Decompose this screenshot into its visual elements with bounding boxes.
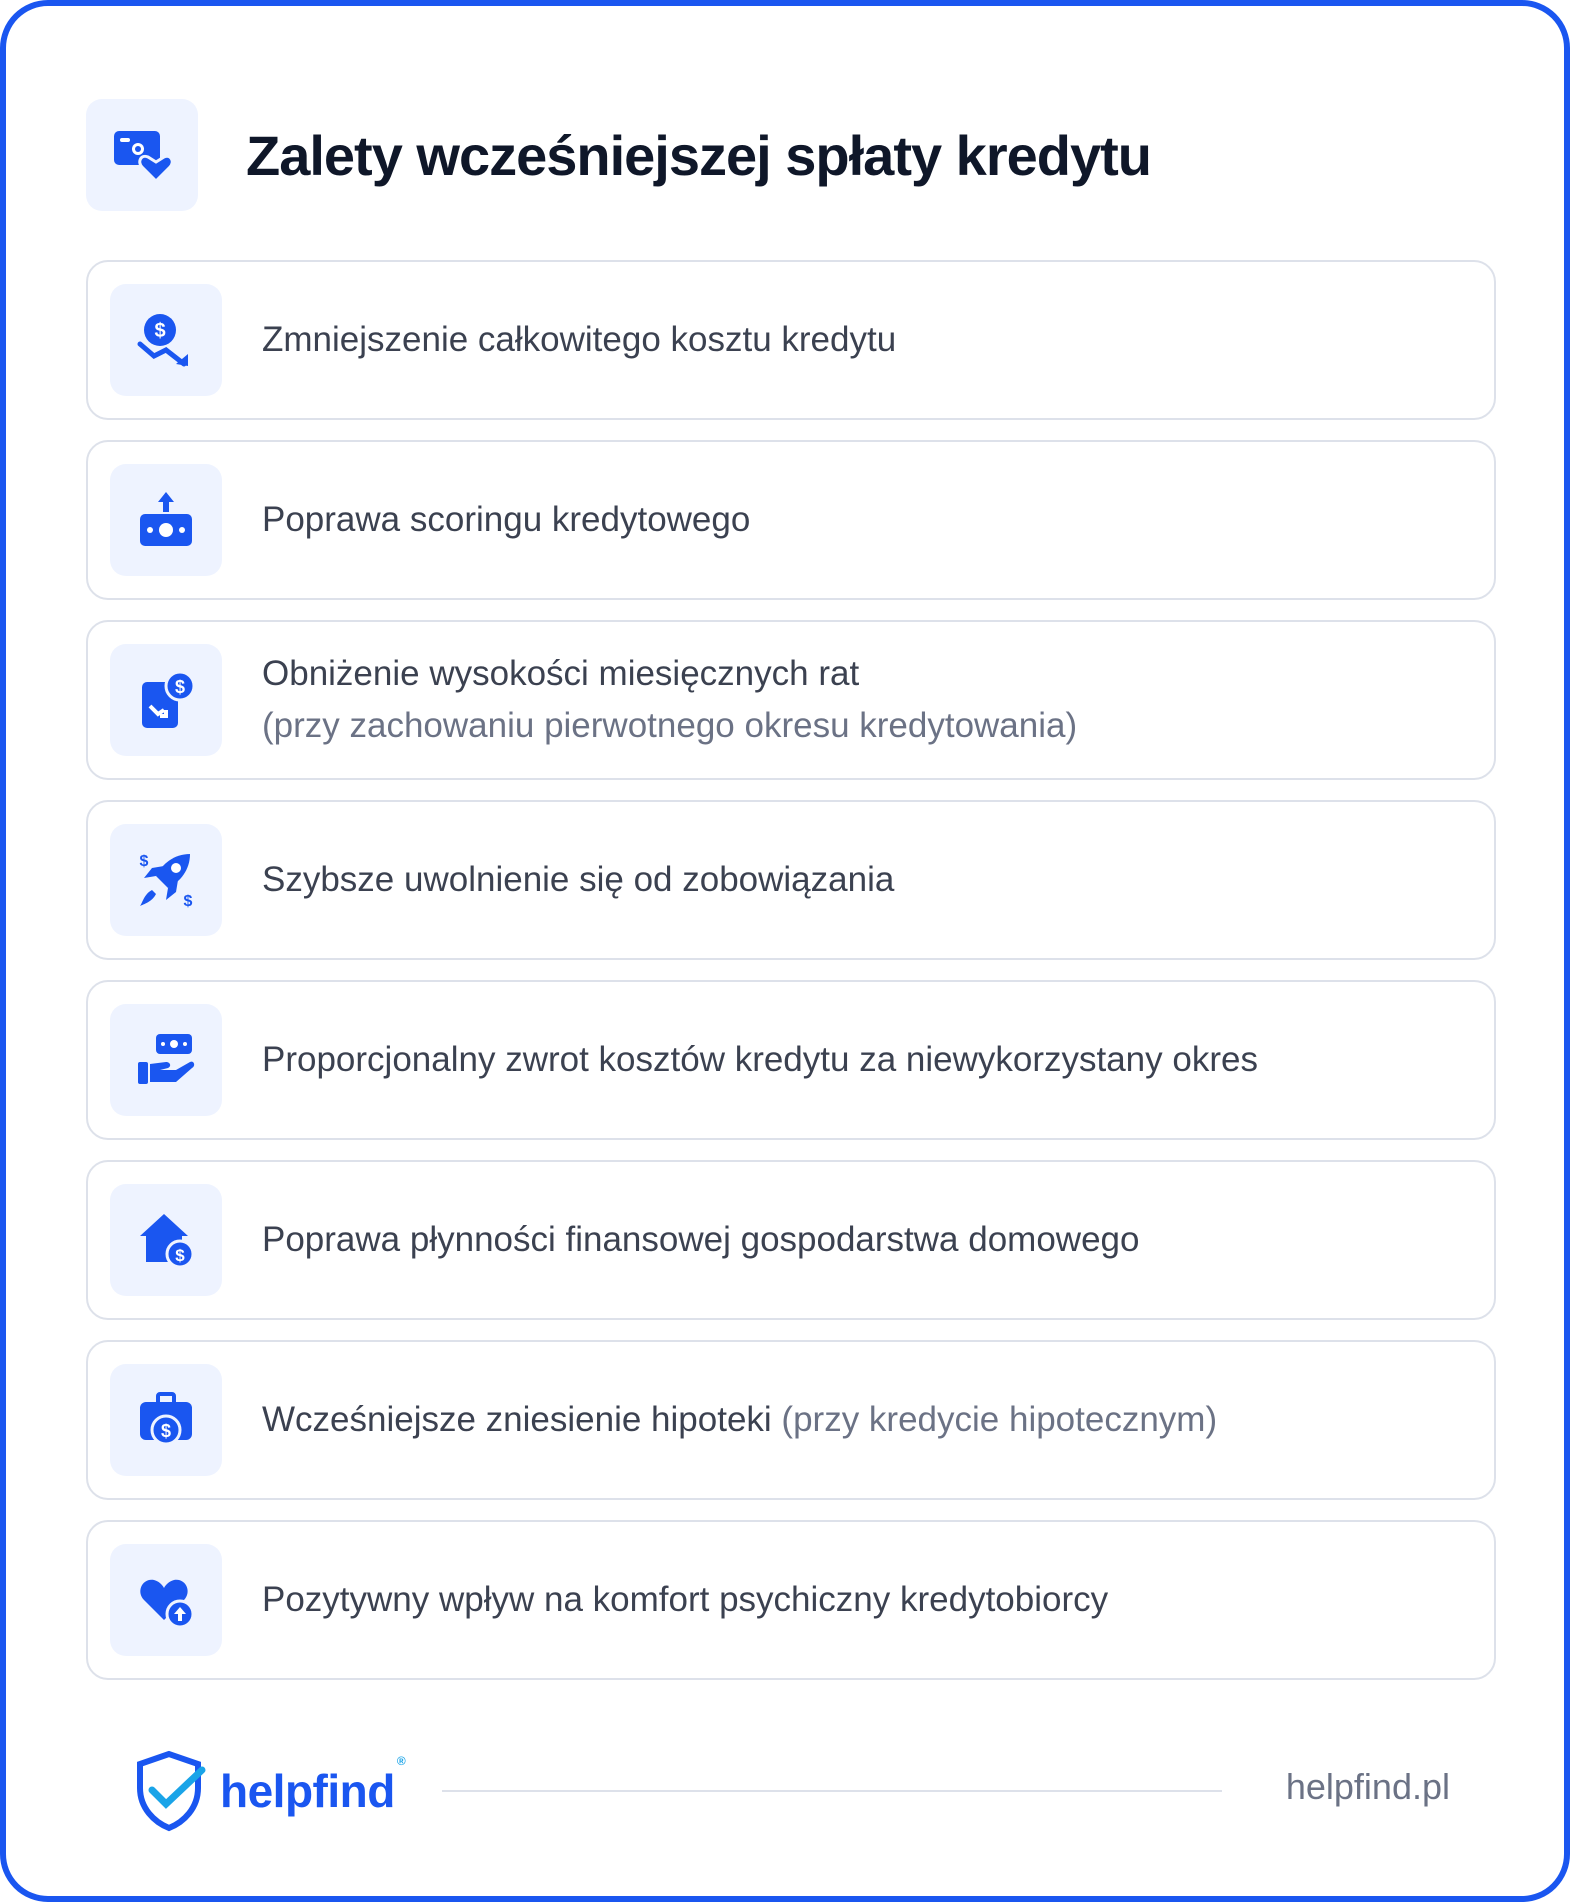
website-link[interactable]: helpfind.pl [1285,1766,1450,1807]
svg-text:$: $ [175,1246,185,1265]
coin-down-trend-icon [110,284,222,396]
rocket-dollar-icon [110,824,222,936]
item-text: Szybsze uwolnienie się od zobowiązania [262,860,895,899]
svg-text:$: $ [139,853,149,870]
item-text: Obniżenie wysokości miesięcznych rat [262,654,860,693]
page-title: Zalety wcześniejszej spłaty kredytu [246,123,1151,187]
item-note: (przy kredycie hipotecznym) [781,1400,1218,1439]
benefits-list [86,260,1496,1700]
item-text: Zmniejszenie całkowitego kosztu kredytu [262,320,897,359]
phone-dollar-icon [110,644,222,756]
hand-money-icon [110,1004,222,1116]
item-label [262,1574,1108,1626]
header [86,99,1151,211]
list-item [86,800,1496,960]
list-item [86,1160,1496,1320]
item-label [262,494,750,546]
list-item [86,260,1496,420]
list-item [86,1520,1496,1680]
money-heart-icon [86,99,198,211]
brand-text: helpfind [220,1765,395,1817]
heart-up-arrow-icon [110,1544,222,1656]
registered-mark: ® [396,1754,406,1768]
item-label [262,854,894,906]
brand-name [220,1754,406,1818]
footer-divider [442,1790,1222,1792]
item-label [262,1214,1139,1266]
item-text: Pozytywny wpływ na komfort psychiczny kredytobiorcy [262,1580,1109,1619]
item-text: Proporcjonalny zwrot kosztów kredytu za niewykorzystany okres [262,1040,1258,1079]
helpfind-logo [132,1746,405,1836]
item-label [262,1034,1258,1086]
footer [132,1746,1450,1836]
svg-text:$: $ [154,320,166,342]
item-note: (przy zachowaniu pierwotnego okresu kredytowania) [262,706,1078,745]
money-up-arrow-icon [110,464,222,576]
house-dollar-icon [110,1184,222,1296]
item-text: Poprawa płynności finansowej gospodarstwa domowego [262,1220,1140,1259]
item-text: Poprawa scoringu kredytowego [262,500,751,539]
svg-text:$: $ [160,1421,172,1441]
item-label [262,314,896,366]
list-item [86,980,1496,1140]
list-item [86,440,1496,600]
svg-text:$: $ [174,677,186,697]
briefcase-dollar-icon [110,1364,222,1476]
item-label [262,648,1077,752]
list-item [86,620,1496,780]
svg-text:$: $ [183,893,193,910]
item-text: Wcześniejsze zniesienie hipoteki [262,1400,772,1439]
list-item [86,1340,1496,1500]
shield-check-icon [132,1750,206,1832]
item-label [262,1394,1217,1446]
